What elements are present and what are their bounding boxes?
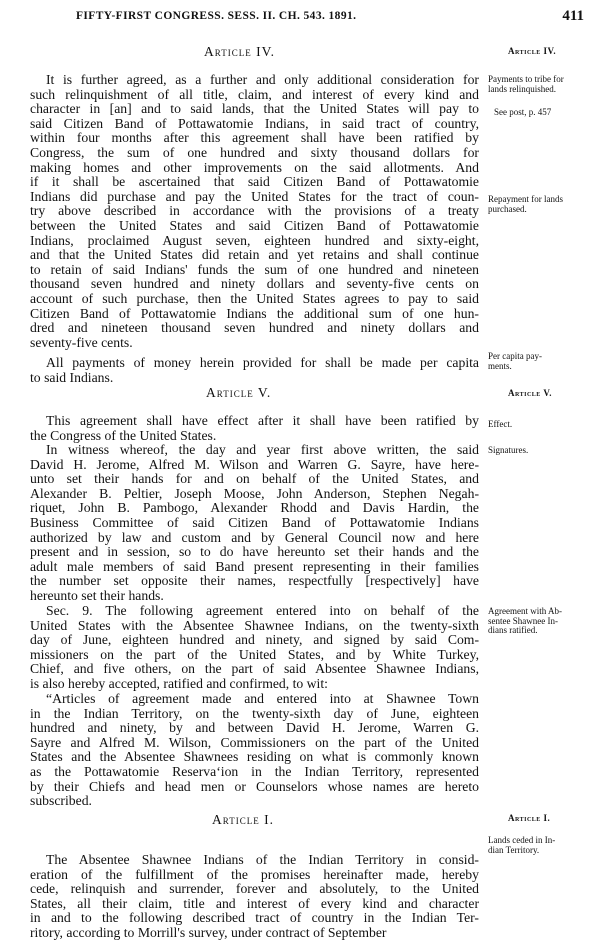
text-line: try above described in accordance with the provisions of a treaty [30,203,479,219]
margin-note-line: dian Territory. [488,844,540,855]
text-line: is also hereby accepted, ratified and confirmed, to wit: [30,675,328,691]
margin-note-repayment [488,195,588,214]
margin-note-signatures [488,446,588,456]
text-line: day of June, eighteen hundred and ninety, and signed by said Com- [30,632,479,648]
margin-note-per-capita [488,352,588,371]
margin-note-line: ments. [488,360,512,371]
margin-note-line: Signatures. [488,445,529,455]
text-line: Business Committee of said Citizen Band of Pottawatomie Indians [30,514,479,530]
text-line: eration of the fulfillment of the promises hereinafter made, hereby [30,866,479,882]
text-line: authorized by law and custom and by General Council now and here [30,529,479,545]
margin-note-lands-ceded [488,836,588,855]
text-line: by their Chiefs and head men or Counselors whose names are hereto [30,778,479,794]
text-line: character in [an] and to said lands, that the United States will pay to [30,101,479,117]
margin-note-effect [488,420,588,430]
text-line: subscribed. [30,793,92,809]
text-line: to retain of said Indians' funds the sum of one hundred and nineteen [30,261,479,277]
margin-note-line: See post, p. 457 [494,107,552,117]
text-line: such relinquishment of all title, claim, and interest of every kind and [30,86,479,102]
text-line: Alexander B. Peltier, Joseph Moose, John Anderson, Stephen Negah- [30,485,479,501]
page-number: 411 [562,8,584,24]
section-9-paragraph [30,604,479,692]
text-line: the number set opposite their names, respectfully [respectively] have [30,573,479,589]
margin-note-line: Lands ceded in In- [488,835,556,845]
text-line: unto set their hands for and on behalf of the United States, and [30,471,479,487]
section-9-quote [30,692,479,809]
text-line: This agreement shall have effect after it shall have been ratified by [46,413,479,428]
text-line: ritory, according to Morrill's survey, under contract of September [30,924,387,940]
text-line: between the United States and said Citizen Band of Pottawatomie [30,217,479,233]
text-line: seventy-five cents. [30,334,133,350]
text-line: said Citizen Band of Pottawatomie Indians, in said tract of country, [30,115,479,131]
margin-note-see-post [494,108,594,118]
text-line: David H. Jerome, Alfred M. Wilson and Warren G. Sayre, have here- [30,456,479,472]
text-line: in and to the following described tract of country in the Indian Ter- [30,910,479,926]
text-line: making homes and other improvements on the said allotments. And [30,159,479,175]
margin-note-line: Per capita pay- [488,351,542,361]
text-line: “Articles of agreement made and entered into at Shawnee Town [46,691,479,706]
article-v-margin-head: Article V. [508,388,552,398]
text-line: within four months after this agreement shall have been ratified by [30,130,479,146]
text-line: States, all their claim, title and interest of every kind and character [30,895,479,911]
text-line: adult male members of said Band present representing in their families [30,558,479,574]
text-line: The Absentee Shawnee Indians of the Indian Territory in consid- [46,852,479,867]
text-line: missioners on the part of the United States, and by White Turkey, [30,646,479,662]
text-line: account of such purchase, then the United States agrees to pay to said [30,290,479,306]
running-head [0,8,600,28]
text-line: Indians, proclaimed August seven, eighteen hundred and sixty-eight, [30,232,479,248]
article-i-margin-head: Article I. [508,813,551,823]
article-iv-paragraph-1 [30,73,479,350]
text-line: cede, relinquish and surrender, forever and absolutely, to the United [30,881,479,897]
text-line: hundred and ninety, by and between David H. Jerome, Warren G. [30,720,479,736]
margin-note-line: purchased. [488,203,527,214]
article-v-heading: Article V. [206,385,272,400]
margin-note-line: Effect. [488,419,513,429]
text-line: Chief, and five others, on the part of said Absentee Shawnee Indians, [30,661,479,677]
text-line: to said Indians. [30,369,114,385]
text-line: States and the Absentee Shawnees residing on what is commonly known [30,749,479,765]
article-iv-margin-head: Article IV. [508,46,557,56]
running-head-title: FIFTY-FIRST CONGRESS. SESS. II. CH. 543. 1891. [76,10,357,22]
text-line: Indians did purchase and pay the United States for the tract of coun- [30,188,479,204]
margin-note-line: dians ratified. [488,625,538,635]
margin-note-line: Payments to tribe for [488,74,564,84]
text-line: It is further agreed, as a further and only additional consideration for [46,72,479,87]
margin-note-line: sentee Shawnee In- [488,615,558,626]
text-line: the Congress of the United States. [30,427,217,443]
article-iv-paragraph-2 [30,356,479,385]
article-v-paragraph-1 [30,414,479,443]
text-line: present and in session, so to do have hereunto set their hands and the [30,544,479,560]
text-line: All payments of money herein provided for shall be made per capita [46,355,479,370]
text-line: dred and nineteen thousand seven hundred and ninety dollars and [30,320,479,336]
text-line: if it shall be ascertained that said Citizen Band of Pottawatomie [30,174,479,190]
text-line: In witness whereof, the day and year first above written, the said [46,442,479,457]
margin-note-line: lands relinquished. [488,83,556,94]
article-iv-heading: Article IV. [204,44,275,59]
text-line: riquet, John B. Pambogo, Alexander Rhodd and Davis Hardin, the [30,500,479,516]
text-line: Sec. 9. The following agreement entered into on behalf of the [46,603,479,618]
article-i-heading: Article I. [212,812,274,827]
margin-note-agreement [488,607,588,636]
text-line: Sayre and Alfred M. Wilson, Commissioners on the part of the United [30,734,479,750]
article-i-paragraph [30,853,479,941]
text-line: Congress, the sum of one hundred and sixty thousand dollars for [30,144,479,160]
text-line: United States with the Absentee Shawnee Indians, on the twenty-sixth [30,617,479,633]
margin-note-payments [488,75,588,94]
text-line: Citizen Band of Pottawatomie Indians the additional sum of one hun- [30,305,479,321]
text-line: thousand seven hundred and ninety dollars and seventy-five cents on [30,276,479,292]
article-v-paragraph-2 [30,443,479,604]
text-line: hereunto set their hands. [30,587,164,603]
text-line: as the Pottawatomie Reserva‘ion in the Indian Territory, represented [30,763,479,779]
text-line: and that the United States did retain and yet retains and shall continue [30,247,479,263]
margin-note-line: Agreement with Ab- [488,606,562,616]
margin-note-line: Repayment for lands [488,194,563,204]
text-line: in the Indian Territory, on the twenty-sixth day of June, eighteen [30,705,479,721]
